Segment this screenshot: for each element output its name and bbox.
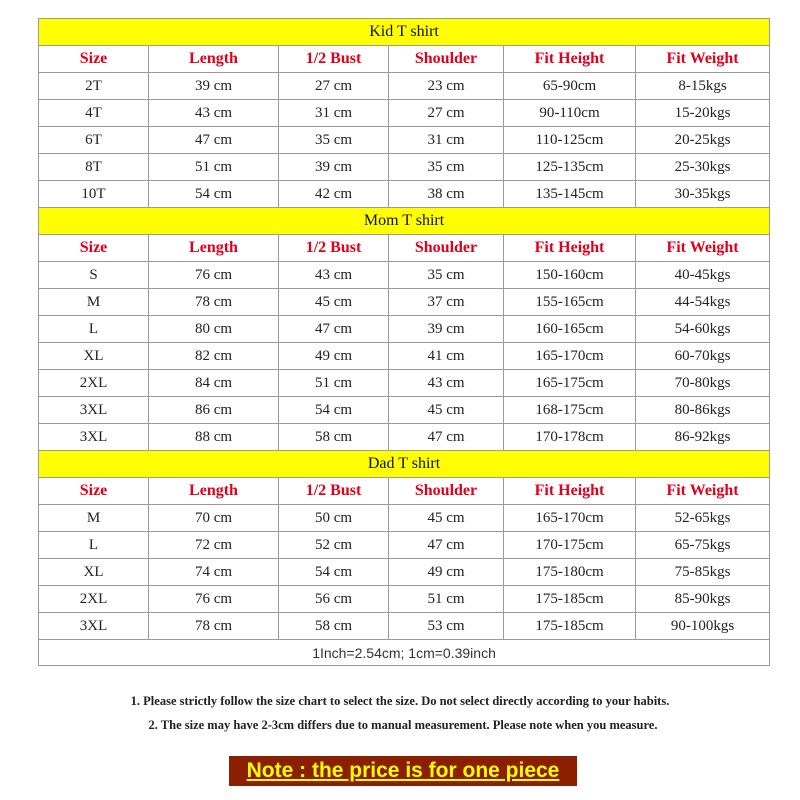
- dad-cell-size: 3XL: [39, 613, 149, 640]
- dad-cell-fit-weight: 65-75kgs: [636, 532, 770, 559]
- kid-cell-fit-height: 135-145cm: [504, 181, 636, 208]
- kid-cell-shoulder: 35 cm: [389, 154, 504, 181]
- kid-cell-fit-weight: 8-15kgs: [636, 73, 770, 100]
- dad-cell-size: 2XL: [39, 586, 149, 613]
- dad-cell-length: 74 cm: [149, 559, 279, 586]
- dad-header-shoulder: Shoulder: [389, 478, 504, 505]
- mom-cell-length: 76 cm: [149, 262, 279, 289]
- kid-cell-length: 39 cm: [149, 73, 279, 100]
- kid-cell-fit-height: 65-90cm: [504, 73, 636, 100]
- dad-header-size: Size: [39, 478, 149, 505]
- mom-cell-shoulder: 45 cm: [389, 397, 504, 424]
- mom-cell-fit-weight: 40-45kgs: [636, 262, 770, 289]
- kid-header-shoulder: Shoulder: [389, 46, 504, 73]
- kid-header-size: Size: [39, 46, 149, 73]
- mom-section-title: Mom T shirt: [39, 208, 770, 235]
- kid-cell-fit-weight: 20-25kgs: [636, 127, 770, 154]
- table-row: [39, 613, 770, 640]
- table-row: [39, 370, 770, 397]
- dad-cell-size: XL: [39, 559, 149, 586]
- dad-cell-fit-weight: 52-65kgs: [636, 505, 770, 532]
- mom-cell-length: 88 cm: [149, 424, 279, 451]
- mom-header-fit-height: Fit Height: [504, 235, 636, 262]
- mom-cell-fit-height: 165-175cm: [504, 370, 636, 397]
- dad-header-row: [39, 478, 770, 505]
- dad-cell-length: 72 cm: [149, 532, 279, 559]
- mom-cell-fit-height: 170-178cm: [504, 424, 636, 451]
- mom-cell-fit-height: 165-170cm: [504, 343, 636, 370]
- dad-cell-half-bust: 54 cm: [279, 559, 389, 586]
- kid-cell-fit-height: 125-135cm: [504, 154, 636, 181]
- table-row: [39, 559, 770, 586]
- kid-section-title: Kid T shirt: [39, 19, 770, 46]
- kid-header-half-bust: 1/2 Bust: [279, 46, 389, 73]
- dad-cell-fit-weight: 85-90kgs: [636, 586, 770, 613]
- mom-section-row: [39, 208, 770, 235]
- mom-cell-half-bust: 54 cm: [279, 397, 389, 424]
- mom-cell-size: XL: [39, 343, 149, 370]
- table-row: [39, 262, 770, 289]
- mom-cell-fit-weight: 44-54kgs: [636, 289, 770, 316]
- mom-cell-fit-weight: 54-60kgs: [636, 316, 770, 343]
- dad-cell-shoulder: 47 cm: [389, 532, 504, 559]
- mom-cell-size: L: [39, 316, 149, 343]
- table-row: [39, 73, 770, 100]
- mom-cell-fit-weight: 70-80kgs: [636, 370, 770, 397]
- table-row: [39, 505, 770, 532]
- mom-cell-half-bust: 43 cm: [279, 262, 389, 289]
- dad-section-title: Dad T shirt: [39, 451, 770, 478]
- kid-cell-length: 43 cm: [149, 100, 279, 127]
- mom-header-size: Size: [39, 235, 149, 262]
- mom-cell-length: 84 cm: [149, 370, 279, 397]
- table-row: [39, 424, 770, 451]
- kid-cell-fit-height: 110-125cm: [504, 127, 636, 154]
- mom-header-fit-weight: Fit Weight: [636, 235, 770, 262]
- mom-header-half-bust: 1/2 Bust: [279, 235, 389, 262]
- dad-cell-half-bust: 52 cm: [279, 532, 389, 559]
- dad-cell-fit-weight: 90-100kgs: [636, 613, 770, 640]
- mom-cell-half-bust: 45 cm: [279, 289, 389, 316]
- dad-header-fit-height: Fit Height: [504, 478, 636, 505]
- size-chart-body: [39, 19, 770, 666]
- dad-cell-fit-height: 175-185cm: [504, 586, 636, 613]
- dad-cell-fit-height: 170-175cm: [504, 532, 636, 559]
- kid-cell-shoulder: 23 cm: [389, 73, 504, 100]
- table-row: [39, 181, 770, 208]
- mom-cell-shoulder: 39 cm: [389, 316, 504, 343]
- kid-section-row: [39, 19, 770, 46]
- dad-cell-shoulder: 51 cm: [389, 586, 504, 613]
- dad-section-row: [39, 451, 770, 478]
- dad-cell-size: M: [39, 505, 149, 532]
- dad-cell-half-bust: 50 cm: [279, 505, 389, 532]
- mom-cell-fit-weight: 60-70kgs: [636, 343, 770, 370]
- kid-header-row: [39, 46, 770, 73]
- kid-cell-size: 6T: [39, 127, 149, 154]
- dad-cell-fit-height: 175-185cm: [504, 613, 636, 640]
- dad-cell-half-bust: 58 cm: [279, 613, 389, 640]
- size-chart-table: [38, 18, 770, 666]
- dad-cell-shoulder: 53 cm: [389, 613, 504, 640]
- mom-cell-shoulder: 41 cm: [389, 343, 504, 370]
- mom-cell-length: 80 cm: [149, 316, 279, 343]
- dad-cell-shoulder: 45 cm: [389, 505, 504, 532]
- kid-cell-length: 47 cm: [149, 127, 279, 154]
- mom-cell-length: 82 cm: [149, 343, 279, 370]
- dad-cell-shoulder: 49 cm: [389, 559, 504, 586]
- kid-cell-fit-weight: 25-30kgs: [636, 154, 770, 181]
- note-line-1: 1. Please strictly follow the size chart to select the size. Do not select directly according to your habits.: [130, 694, 670, 708]
- kid-cell-length: 51 cm: [149, 154, 279, 181]
- dad-header-length: Length: [149, 478, 279, 505]
- kid-cell-shoulder: 31 cm: [389, 127, 504, 154]
- mom-cell-fit-height: 168-175cm: [504, 397, 636, 424]
- mom-header-shoulder: Shoulder: [389, 235, 504, 262]
- mom-cell-size: 3XL: [39, 424, 149, 451]
- dad-cell-fit-height: 165-170cm: [504, 505, 636, 532]
- mom-cell-size: S: [39, 262, 149, 289]
- table-row: [39, 586, 770, 613]
- mom-cell-fit-height: 160-165cm: [504, 316, 636, 343]
- table-row: [39, 343, 770, 370]
- note-line-2: 2. The size may have 2-3cm differs due to manual measurement. Please note when you measure.: [148, 718, 658, 732]
- mom-cell-length: 78 cm: [149, 289, 279, 316]
- kid-cell-fit-height: 90-110cm: [504, 100, 636, 127]
- table-row: [39, 127, 770, 154]
- kid-cell-shoulder: 27 cm: [389, 100, 504, 127]
- dad-cell-length: 70 cm: [149, 505, 279, 532]
- mom-cell-shoulder: 43 cm: [389, 370, 504, 397]
- mom-cell-fit-height: 150-160cm: [504, 262, 636, 289]
- unit-conversion-note: 1Inch=2.54cm; 1cm=0.39inch: [39, 640, 770, 666]
- dad-cell-fit-height: 175-180cm: [504, 559, 636, 586]
- kid-cell-half-bust: 31 cm: [279, 100, 389, 127]
- dad-cell-size: L: [39, 532, 149, 559]
- mom-header-length: Length: [149, 235, 279, 262]
- mom-cell-shoulder: 35 cm: [389, 262, 504, 289]
- mom-cell-half-bust: 58 cm: [279, 424, 389, 451]
- kid-header-length: Length: [149, 46, 279, 73]
- kid-header-fit-height: Fit Height: [504, 46, 636, 73]
- kid-cell-half-bust: 35 cm: [279, 127, 389, 154]
- mom-cell-half-bust: 51 cm: [279, 370, 389, 397]
- table-row: [39, 154, 770, 181]
- kid-cell-half-bust: 27 cm: [279, 73, 389, 100]
- conversion-row: [39, 640, 770, 666]
- kid-cell-length: 54 cm: [149, 181, 279, 208]
- table-row: [39, 532, 770, 559]
- mom-cell-size: 3XL: [39, 397, 149, 424]
- kid-cell-half-bust: 42 cm: [279, 181, 389, 208]
- mom-cell-fit-height: 155-165cm: [504, 289, 636, 316]
- table-row: [39, 100, 770, 127]
- mom-cell-fit-weight: 80-86kgs: [636, 397, 770, 424]
- kid-header-fit-weight: Fit Weight: [636, 46, 770, 73]
- mom-cell-half-bust: 49 cm: [279, 343, 389, 370]
- mom-cell-fit-weight: 86-92kgs: [636, 424, 770, 451]
- kid-cell-size: 8T: [39, 154, 149, 181]
- mom-cell-size: 2XL: [39, 370, 149, 397]
- table-row: [39, 316, 770, 343]
- notes-block: [0, 694, 800, 742]
- kid-cell-fit-weight: 30-35kgs: [636, 181, 770, 208]
- mom-cell-half-bust: 47 cm: [279, 316, 389, 343]
- kid-cell-fit-weight: 15-20kgs: [636, 100, 770, 127]
- mom-cell-size: M: [39, 289, 149, 316]
- kid-cell-size: 10T: [39, 181, 149, 208]
- table-row: [39, 289, 770, 316]
- mom-cell-length: 86 cm: [149, 397, 279, 424]
- dad-cell-length: 76 cm: [149, 586, 279, 613]
- kid-cell-half-bust: 39 cm: [279, 154, 389, 181]
- dad-cell-fit-weight: 75-85kgs: [636, 559, 770, 586]
- mom-cell-shoulder: 47 cm: [389, 424, 504, 451]
- table-row: [39, 397, 770, 424]
- kid-cell-size: 2T: [39, 73, 149, 100]
- kid-cell-shoulder: 38 cm: [389, 181, 504, 208]
- mom-cell-shoulder: 37 cm: [389, 289, 504, 316]
- kid-cell-size: 4T: [39, 100, 149, 127]
- price-note-banner: Note : the price is for one piece: [229, 756, 577, 786]
- dad-header-half-bust: 1/2 Bust: [279, 478, 389, 505]
- mom-header-row: [39, 235, 770, 262]
- dad-header-fit-weight: Fit Weight: [636, 478, 770, 505]
- dad-cell-length: 78 cm: [149, 613, 279, 640]
- dad-cell-half-bust: 56 cm: [279, 586, 389, 613]
